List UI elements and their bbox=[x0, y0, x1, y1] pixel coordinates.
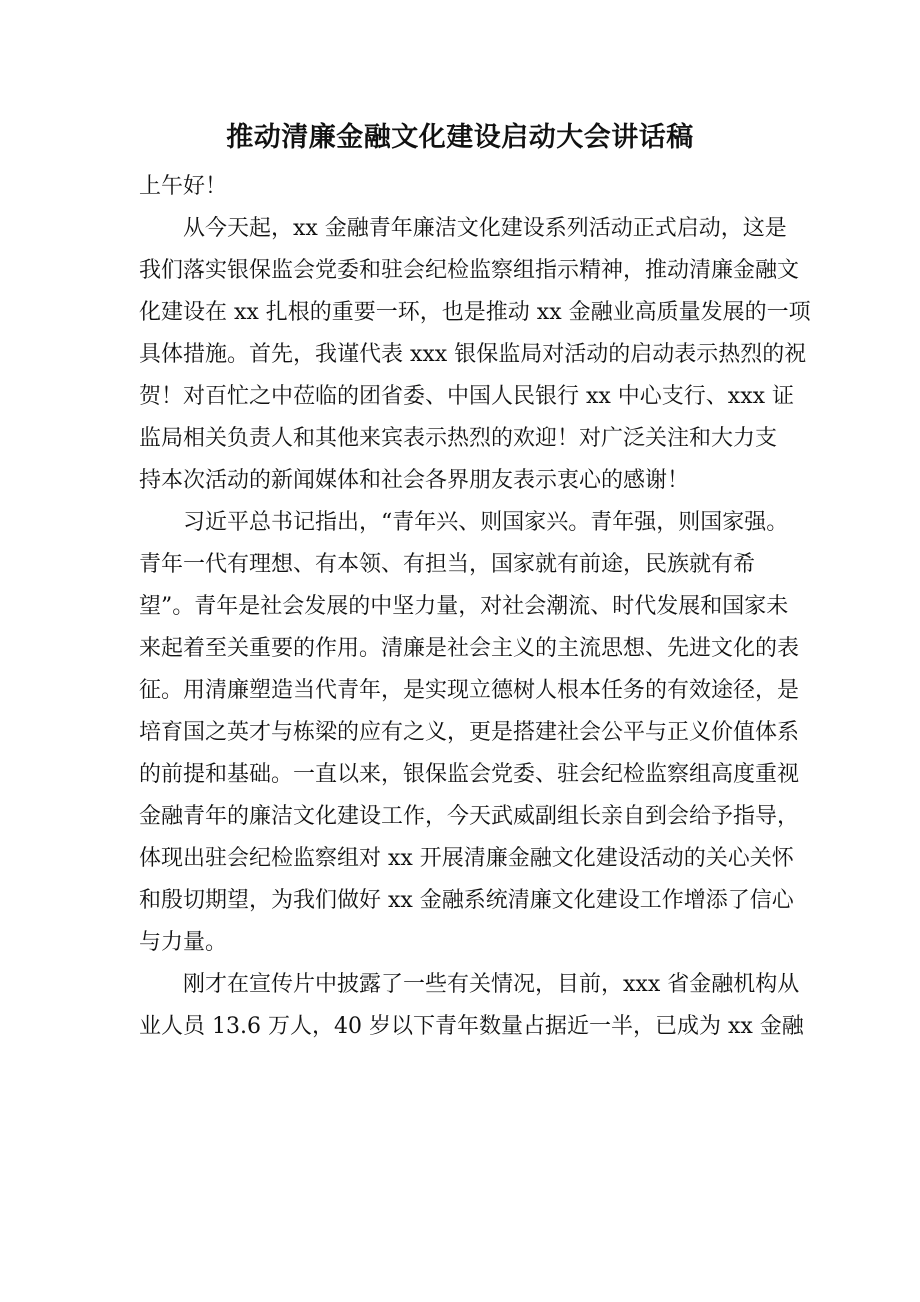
paragraph-line: 业人员 13.6 万人，40 岁以下青年数量占据近一半，已成为 xx 金融 bbox=[139, 1014, 804, 1039]
paragraph-line: 培育国之英才与栋梁的应有之义，更是搭建社会公平与正义价值体系 bbox=[139, 720, 800, 745]
paragraph-line: 持本次活动的新闻媒体和社会各界朋友表示衷心的感谢！ bbox=[139, 468, 690, 493]
paragraph-line: 征。用清廉塑造当代青年，是实现立德树人根本任务的有效途径，是 bbox=[139, 678, 800, 703]
greeting: 上午好！ bbox=[139, 174, 228, 199]
paragraph-line: 刚才在宣传片中披露了一些有关情况，目前，xxx 省金融机构从 bbox=[183, 972, 800, 997]
paragraph-1 bbox=[139, 208, 811, 502]
paragraph-line: 习近平总书记指出，“青年兴、则国家兴。青年强，则国家强。 bbox=[183, 510, 789, 535]
document-body bbox=[139, 166, 811, 1048]
paragraph-line: 和殷切期望，为我们做好 xx 金融系统清廉文化建设工作增添了信心 bbox=[139, 888, 794, 913]
paragraph-line: 贺！对百忙之中莅临的团省委、中国人民银行 xx 中心支行、xxx 证 bbox=[139, 384, 795, 409]
paragraph-line: 的前提和基础。一直以来，银保监会党委、驻会纪检监察组高度重视 bbox=[139, 762, 800, 787]
paragraph-line: 化建设在 xx 扎根的重要一环，也是推动 xx 金融业高质量发展的一项 bbox=[139, 300, 811, 325]
paragraph-line: 监局相关负责人和其他来宾表示热烈的欢迎！对广泛关注和大力支 bbox=[139, 426, 778, 451]
document-title: 推动清廉金融文化建设启动大会讲话稿 bbox=[226, 122, 694, 153]
paragraph-line: 金融青年的廉洁文化建设工作，今天武威副组长亲自到会给予指导， bbox=[139, 804, 800, 829]
paragraph-line: 从今天起，xx 金融青年廉洁文化建设系列活动正式启动，这是 bbox=[183, 216, 787, 241]
paragraph-line: 与力量。 bbox=[139, 930, 228, 955]
paragraph-line: 具体措施。首先，我谨代表 xxx 银保监局对活动的启动表示热烈的祝 bbox=[139, 342, 807, 367]
paragraph-line: 体现出驻会纪检监察组对 xx 开展清廉金融文化建设活动的关心关怀 bbox=[139, 846, 794, 871]
paragraph-line: 来起着至关重要的作用。清廉是社会主义的主流思想、先进文化的表 bbox=[139, 636, 800, 661]
paragraph-2 bbox=[139, 502, 800, 964]
paragraph-line: 望”。青年是社会发展的中坚力量，对社会潮流、时代发展和国家未 bbox=[139, 594, 789, 619]
paragraph-line: 青年一代有理想、有本领、有担当，国家就有前途，民族就有希 bbox=[139, 552, 756, 577]
paragraph-line: 我们落实银保监会党委和驻会纪检监察组指示精神，推动清廉金融文 bbox=[139, 258, 800, 283]
paragraph-3 bbox=[139, 964, 804, 1048]
